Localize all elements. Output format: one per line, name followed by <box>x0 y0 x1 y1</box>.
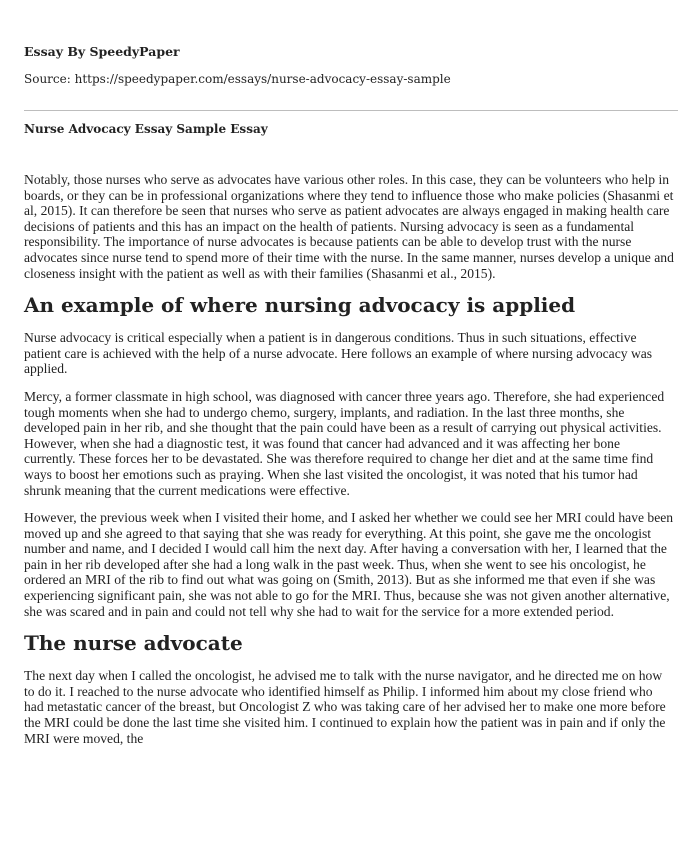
source-line <box>24 72 451 86</box>
paragraph-1: Notably, those nurses who serve as advocates have various other roles. In this case, they can be volunteers who help in boards, or they can be in professional organizations where they tend to influence those who make policies (Shasanmi et al, 2015). It can therefore be seen that nurses who serve as patient advocates are always engaged in making health care decisions of patients and this has an impact on the health of patients. Nursing advocacy is seen as a fundamental responsibility. The importance of nurse advocates is because patients can be able to develop trust with the nurse advocates since nurse tend to spend more of their time with the nurse. In the same manner, nurses develop a unique and closeness insight with the patient as well as with their families (Shasanmi et al., 2015). <box>24 172 674 281</box>
document-body <box>24 172 674 758</box>
site-header-title: Essay By SpeedyPaper <box>24 44 180 59</box>
section-heading-nurse-advocate: The nurse advocate <box>24 631 243 656</box>
source-url: https://speedypaper.com/essays/nurse-advocacy-essay-sample <box>74 72 451 86</box>
paragraph-3: Mercy, a former classmate in high school, was diagnosed with cancer three years ago. Therefore, she had experienced tough moments when she had to undergo chemo, surgery, implants, and radiation. In the last three months, she developed pain in her rib, and she thought that the pain could have been as a result of carrying out physical activities. However, when she had a diagnostic test, it was found that cancer had advanced and it was affecting her bone currently. These forces her to be devastated. She was therefore required to change her diet and at the same time find ways to boost her emotions such as praying. When she last visited the oncologist, it was noted that his tumor had shrunk meaning that the current medications were effective. <box>24 388 665 498</box>
section-heading-example: An example of where nursing advocacy is applied <box>24 293 576 318</box>
paragraph-5: The next day when I called the oncologist, he advised me to talk with the nurse navigator, and he directed me on how to do it. I reached to the nurse advocate who identified himself as Philip. I informed him about my close friend who had metastatic cancer of the breast, but Oncologist Z who was taking care of her advised her to make one more before the MRI could be done the last time she visited him. I continued to explain how the patient was in pain and if only the MRI were moved, the <box>24 668 666 746</box>
source-label: Source: <box>24 72 71 86</box>
paragraph-4: However, the previous week when I visited their home, and I asked her whether we could see her MRI could have been moved up and she agreed to that saying that she was ready for everything. At this point, she gave me the oncologist number and name, and I decided I would call him the next day. After having a conversation with her, I learned that the pain in her rib developed after she had a long walk in the past week. Thus, when she went to see his oncologist, he ordered an MRI of the rib to find out what was going on (Smith, 2013). But as she informed me that even if she was experiencing significant pain, she was not able to go for the MRI. Thus, because she was not given another alternative, she was scared and in pain and could not tell why she had to wait for the service for a more extended period. <box>24 510 674 619</box>
document-title: Nurse Advocacy Essay Sample Essay <box>24 122 268 136</box>
paragraph-2: Nurse advocacy is critical especially when a patient is in dangerous conditions. Thus in such situations, effective patient care is achieved with the help of a nurse advocate. Here follows an example of where nursing advocacy was applied. <box>24 330 653 377</box>
header-divider <box>24 110 678 111</box>
